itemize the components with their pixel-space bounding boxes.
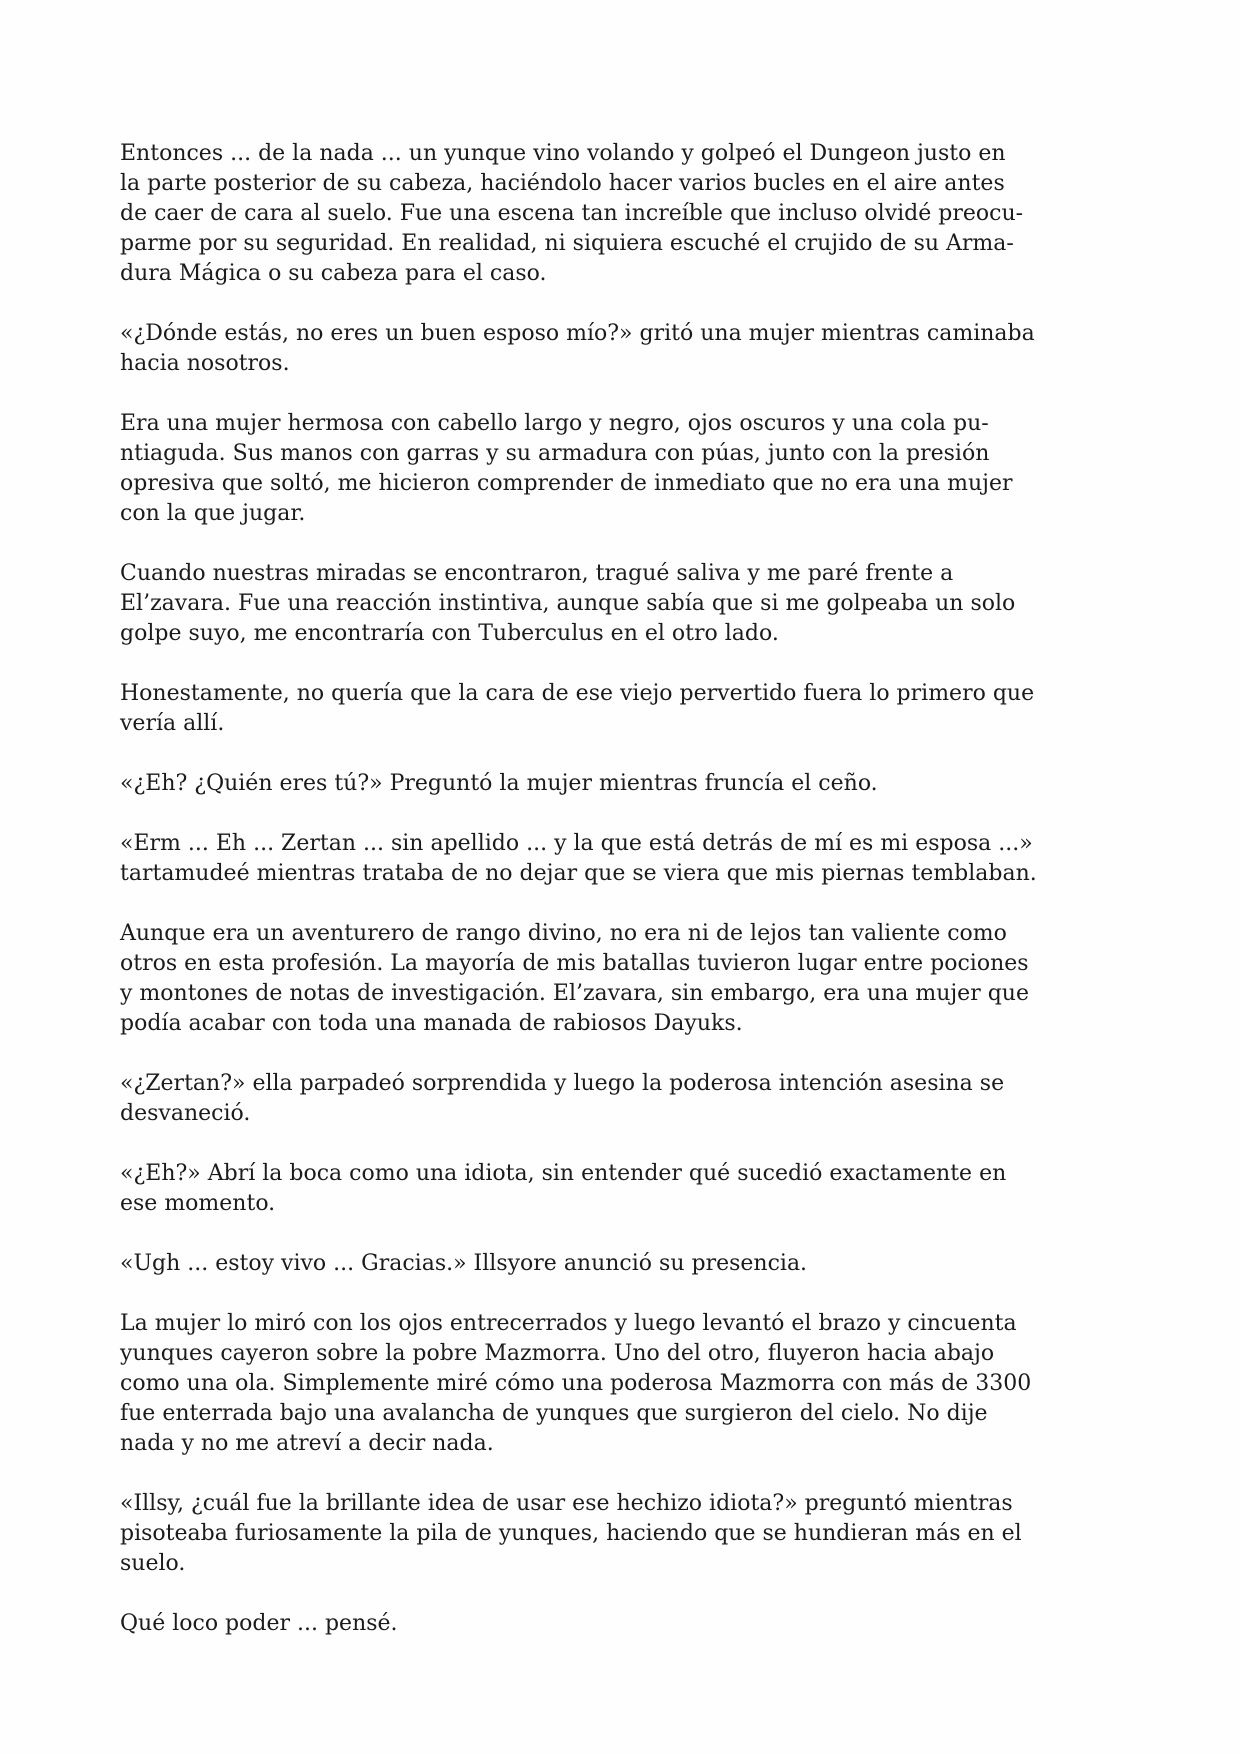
text-line: Honestamente, no quería que la cara de ese viejo pervertido fuera lo primero que: [120, 681, 1035, 706]
paragraph: [120, 559, 1130, 649]
paragraph: [120, 1609, 1130, 1639]
text-line: dura Mágica o su cabeza para el caso.: [120, 261, 547, 286]
text-line: vería allí.: [120, 711, 225, 736]
text-line: parme por su seguridad. En realidad, ni siquiera escuché el crujido de su Arma-: [120, 231, 1014, 256]
text-line: pisoteaba furiosamente la pila de yunques, haciendo que se hundieran más en el: [120, 1521, 1022, 1546]
text-line: ese momento.: [120, 1191, 276, 1216]
paragraph: [120, 1069, 1130, 1129]
text-line: desvaneció.: [120, 1101, 251, 1126]
text-line: «¿Eh? ¿Quién eres tú?» Preguntó la mujer mientras fruncía el ceño.: [120, 771, 878, 796]
text-line: como una ola. Simplemente miré cómo una poderosa Mazmorra con más de 3300: [120, 1371, 1032, 1396]
text-line: «¿Eh?» Abrí la boca como una idiota, sin entender qué sucedió exactamente en: [120, 1161, 1007, 1186]
text-line: «Erm ... Eh ... Zertan ... sin apellido ... y la que está detrás de mí es mi esposa ...»: [120, 831, 1033, 856]
paragraph: [120, 1489, 1130, 1579]
text-line: suelo.: [120, 1551, 186, 1576]
text-line: «¿Dónde estás, no eres un buen esposo mío?» gritó una mujer mientras caminaba: [120, 321, 1035, 346]
text-line: y montones de notas de investigación. El’zavara, sin embargo, era una mujer que: [120, 981, 1029, 1006]
paragraph: [120, 829, 1130, 889]
text-line: fue enterrada bajo una avalancha de yunques que surgieron del cielo. No dije: [120, 1401, 988, 1426]
paragraph: [120, 319, 1130, 379]
text-line: Era una mujer hermosa con cabello largo y negro, ojos oscuros y una cola pu-: [120, 411, 989, 436]
text-line: Aunque era un aventurero de rango divino, no era ni de lejos tan valiente como: [120, 921, 1007, 946]
text-line: Cuando nuestras miradas se encontraron, tragué saliva y me paré frente a: [120, 561, 954, 586]
text-line: «Ugh ... estoy vivo ... Gracias.» Illsyore anunció su presencia.: [120, 1251, 808, 1276]
text-line: tartamudeé mientras trataba de no dejar que se viera que mis piernas temblaban.: [120, 861, 1037, 886]
text-line: con la que jugar.: [120, 501, 306, 526]
text-line: ntiaguda. Sus manos con garras y su armadura con púas, junto con la presión: [120, 441, 990, 466]
text-line: yunques cayeron sobre la pobre Mazmorra. Uno del otro, fluyeron hacia abajo: [120, 1341, 995, 1366]
text-line: hacia nosotros.: [120, 351, 290, 376]
text-line: golpe suyo, me encontraría con Tuberculus en el otro lado.: [120, 621, 779, 646]
text-line: «Illsy, ¿cuál fue la brillante idea de usar ese hechizo idiota?» preguntó mientras: [120, 1491, 1013, 1516]
text-line: otros en esta profesión. La mayoría de mis batallas tuvieron lugar entre pociones: [120, 951, 1029, 976]
text-line: nada y no me atreví a decir nada.: [120, 1431, 494, 1456]
text-line: El’zavara. Fue una reacción instintiva, aunque sabía que si me golpeaba un solo: [120, 591, 1016, 616]
text-line: Entonces ... de la nada ... un yunque vino volando y golpeó el Dungeon justo en: [120, 141, 1006, 166]
paragraph: [120, 139, 1130, 289]
text-line: Qué loco poder ... pensé.: [120, 1611, 398, 1636]
body-text: [120, 139, 1130, 1669]
text-line: «¿Zertan?» ella parpadeó sorprendida y luego la poderosa intención asesina se: [120, 1071, 1005, 1096]
paragraph: [120, 409, 1130, 529]
paragraph: [120, 1159, 1130, 1219]
text-line: opresiva que soltó, me hicieron comprender de inmediato que no era una mujer: [120, 471, 1013, 496]
paragraph: [120, 769, 1130, 799]
text-line: la parte posterior de su cabeza, haciéndolo hacer varios bucles en el aire antes: [120, 171, 1005, 196]
paragraph: [120, 1309, 1130, 1459]
paragraph: [120, 1249, 1130, 1279]
paragraph: [120, 679, 1130, 739]
text-line: de caer de cara al suelo. Fue una escena tan increíble que incluso olvidé preocu-: [120, 201, 1024, 226]
text-line: podía acabar con toda una manada de rabiosos Dayuks.: [120, 1011, 743, 1036]
paragraph: [120, 919, 1130, 1039]
text-line: La mujer lo miró con los ojos entrecerrados y luego levantó el brazo y cincuenta: [120, 1311, 1017, 1336]
